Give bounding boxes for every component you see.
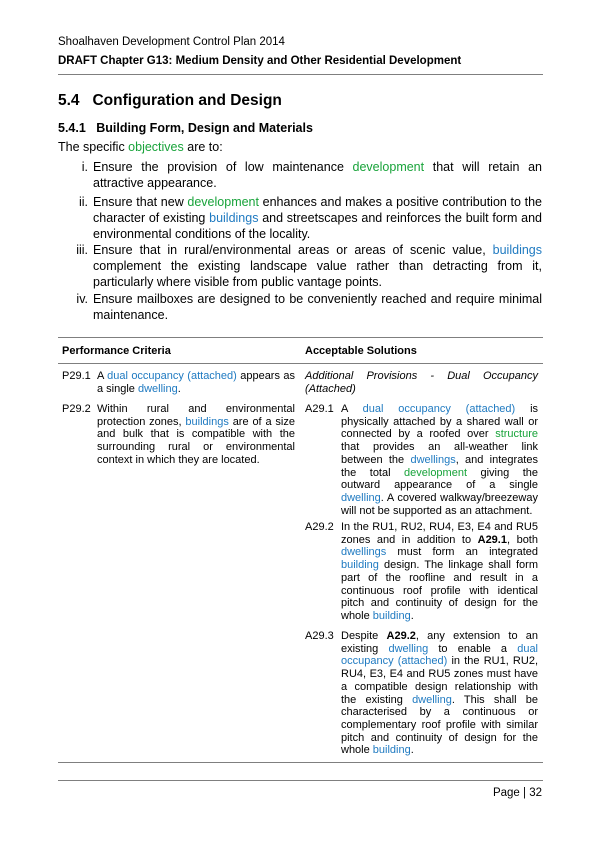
solution-text <box>341 403 538 517</box>
objective-number: i. <box>81 160 88 174</box>
text-run: . <box>410 609 414 622</box>
criteria-text <box>97 370 295 395</box>
section-heading: 5.4 Configuration and Design <box>58 92 282 109</box>
glossary-link[interactable]: buildings <box>209 211 259 225</box>
glossary-link[interactable]: development <box>352 160 425 174</box>
document-plan-title: Shoalhaven Development Control Plan 2014 <box>58 36 285 48</box>
table-bottom-rule <box>58 762 543 763</box>
objective-number: iv. <box>76 292 88 306</box>
glossary-link[interactable]: buildings <box>492 243 542 257</box>
text-run: . This shall be characterised by a continuous or complementary roof profile with similar pitch and continuity of design for the whole <box>341 693 539 757</box>
text-run: . <box>177 382 181 395</box>
objective-item <box>58 242 542 290</box>
glossary-link[interactable]: dual occupancy (attached) <box>362 403 516 415</box>
text-run: Ensure that in rural/environmental areas or areas of scenic value, <box>93 243 493 257</box>
objective-number: ii. <box>78 195 88 209</box>
text-run: appears as a single <box>97 370 295 395</box>
text-run: complement the existing landscape value rather than detracting from it, particularly where visible from public vantage points. <box>93 259 542 289</box>
text-run: , any extension to an existing <box>341 630 539 655</box>
glossary-link[interactable]: development <box>404 466 468 479</box>
solution-code: A29.2 <box>305 521 334 533</box>
glossary-link[interactable]: buildings <box>185 415 229 428</box>
text-run: Ensure that new <box>93 195 188 209</box>
glossary-link[interactable]: dual occupancy (attached) <box>341 642 538 668</box>
solution-code: A29.3 <box>305 630 334 642</box>
text-run: must form an integrated <box>386 546 538 559</box>
table-header-rule <box>58 363 543 364</box>
objective-item <box>58 291 542 323</box>
solution-text <box>341 521 538 623</box>
glossary-link[interactable]: building <box>372 609 411 622</box>
reference-code: A29.2 <box>386 630 416 642</box>
glossary-link[interactable]: dual occupancy (attached) <box>107 370 237 382</box>
solution-text <box>341 630 538 757</box>
criteria-code: P29.1 <box>62 370 91 382</box>
objective-text <box>93 194 542 242</box>
text-run: and streetscapes and reinforces the built form and environmental conditions of the locality. <box>93 211 542 241</box>
glossary-link[interactable]: building <box>341 559 379 572</box>
text-run: A <box>97 370 108 382</box>
glossary-link[interactable]: dwellings <box>341 546 387 559</box>
objective-item <box>58 194 542 242</box>
text-run: Despite <box>341 630 387 642</box>
text-run: that provides an all-weather link between the <box>341 441 538 466</box>
text-run: A <box>341 403 363 415</box>
solution-heading: Additional Provisions - Dual Occupancy (Attached) <box>305 370 538 395</box>
text-run: Ensure mailboxes are designed to be conveniently reached and require minimal maintenance. <box>93 292 542 322</box>
objective-text <box>93 242 542 290</box>
criteria-text <box>97 403 295 467</box>
reference-code: A29.1 <box>477 533 507 546</box>
table-top-rule <box>58 337 543 338</box>
header-divider <box>58 74 543 75</box>
solution-code: A29.1 <box>305 403 334 415</box>
glossary-link[interactable]: dwellings <box>410 453 456 466</box>
subsection-heading: 5.4.1 Building Form, Design and Materials <box>58 121 313 135</box>
glossary-link[interactable]: development <box>187 195 259 209</box>
intro-pre: The specific <box>58 140 129 154</box>
page-number: Page | 32 <box>492 787 542 799</box>
text-run: to enable a <box>428 642 518 655</box>
text-run: , and integrates the total <box>341 453 538 479</box>
text-run: are of a size and bulk that is compatible with the surrounding rural or environmental context in which they are located. <box>97 415 295 466</box>
glossary-link[interactable]: dwelling <box>137 382 178 395</box>
criteria-code: P29.2 <box>62 403 91 415</box>
text-run: . <box>410 744 414 757</box>
text-run: that will retain an attractive appearance. <box>93 160 542 190</box>
objective-item <box>58 159 542 191</box>
text-run: is physically attached by a shared wall or connected by a roofed over <box>341 403 539 441</box>
text-run: In the RU1, RU2, RU4, E3, E4 and RU5 zones and in addition to <box>341 521 538 546</box>
objective-text <box>93 159 542 191</box>
text-run: , both <box>506 533 538 546</box>
text-run: in the RU1, RU2, RU4, E3, E4 and RU5 zones must have a compatible design relationship with the existing <box>341 655 538 706</box>
text-run: Within rural and environmental protection zones, <box>97 403 295 428</box>
glossary-link[interactable]: dwelling <box>341 491 381 504</box>
text-run: Ensure the provision of low maintenance <box>93 160 353 174</box>
column-header-performance: Performance Criteria <box>62 345 171 357</box>
document-chapter-title: DRAFT Chapter G13: Medium Density and Other Residential Development <box>58 55 462 67</box>
objective-number: iii. <box>76 243 88 257</box>
footer-divider <box>58 780 543 781</box>
intro-post: are to: <box>183 140 223 154</box>
intro-text <box>58 140 223 154</box>
glossary-link[interactable]: building <box>372 744 411 757</box>
objectives-link[interactable]: objectives <box>128 140 184 154</box>
text-run: . A covered walkway/breezeway will not be supported as an attachment. <box>341 491 538 517</box>
objective-text <box>93 291 542 323</box>
text-run: giving the outward appearance of a single <box>341 466 538 492</box>
text-run: design. The linkage shall form part of the roofline and result in a continuous roof profile with identical pitch and continuity of design for the whole <box>341 559 538 622</box>
column-header-acceptable: Acceptable Solutions <box>305 345 417 357</box>
text-run: enhances and makes a positive contribution to the character of existing <box>93 195 542 225</box>
glossary-link[interactable]: dwelling <box>412 693 452 706</box>
glossary-link[interactable]: structure <box>495 428 538 441</box>
glossary-link[interactable]: dwelling <box>388 642 429 655</box>
